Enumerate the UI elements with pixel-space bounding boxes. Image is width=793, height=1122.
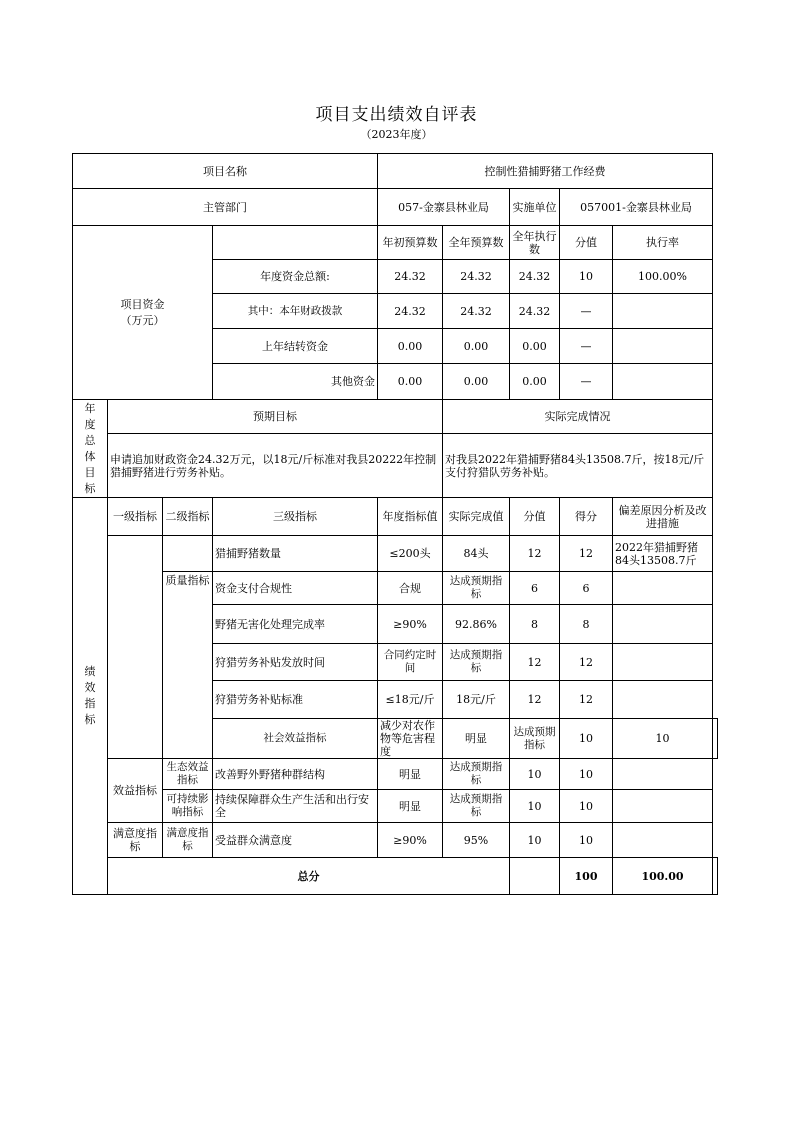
total-label: 总分 [108, 858, 510, 895]
ind-level2-quality [163, 572, 213, 759]
funds-exec: 24.32 [510, 294, 560, 329]
funds-header-score-value: 分值 [560, 226, 613, 260]
ind-target: ≥90% [378, 605, 443, 644]
ind-name: 狩猎劳务补贴发放时间 [213, 644, 378, 681]
funds-score-value: — [560, 329, 613, 364]
ind-actual: 达成预期指标 [443, 790, 510, 823]
ind-score: 10 [560, 790, 613, 823]
ind-target: ≤200头 [378, 536, 443, 572]
dept-label: 主管部门 [73, 189, 378, 226]
ind-name: 持续保障群众生产生活和出行安全 [213, 790, 378, 823]
ind-header-target: 年度指标值 [378, 498, 443, 536]
ind-note [613, 572, 713, 605]
ind-level2-sustain: 可持续影响指标 [163, 790, 213, 823]
ind-name: 受益群众满意度 [213, 823, 378, 858]
ind-value: 10 [510, 790, 560, 823]
ind-value: 12 [510, 681, 560, 719]
ind-value: 10 [510, 823, 560, 858]
funds-init: 0.00 [378, 364, 443, 400]
ind-name: 减少对农作物等危害程度 [378, 719, 443, 759]
ind-value: 10 [510, 759, 560, 790]
funds-full: 0.00 [443, 329, 510, 364]
ind-header-level2: 二级指标 [163, 498, 213, 536]
funds-header-rate: 执行率 [613, 226, 713, 260]
unit-label: 实施单位 [510, 189, 560, 226]
unit-value: 057001-金寨县林业局 [560, 189, 713, 226]
funds-header-full: 全年预算数 [443, 226, 510, 260]
total-blank [510, 858, 560, 895]
ind-score: 8 [560, 605, 613, 644]
ind-target: ≤18元/斤 [378, 681, 443, 719]
funds-row-label: 其中：本年财政拨款 [213, 294, 378, 329]
self-evaluation-table [72, 153, 718, 895]
ind-score: 6 [560, 572, 613, 605]
funds-row-label: 上年结转资金 [213, 329, 378, 364]
project-name-label: 项目名称 [73, 154, 378, 189]
ind-name: 野猪无害化处理完成率 [213, 605, 378, 644]
goals-actual-text: 对我县2022年猎捕野猪84头13508.7斤，按18元/斤支付狩猎队劳务补贴。 [443, 434, 713, 498]
funds-score-value: — [560, 364, 613, 400]
funds-exec: 24.32 [510, 260, 560, 294]
total-score: 100.00 [613, 858, 713, 895]
funds-score-value: 10 [560, 260, 613, 294]
funds-header-exec: 全年执行数 [510, 226, 560, 260]
ind-value: 12 [510, 536, 560, 572]
ind-level2-quality-text: 质量指标 [165, 574, 210, 587]
ind-header-level3: 三级指标 [213, 498, 378, 536]
ind-target: 明显 [443, 719, 510, 759]
goals-expected-text: 申请追加财政资金24.32万元，以18元/斤标准对我县20222年控制猎捕野猪进行劳务补贴。 [108, 434, 443, 498]
funds-full: 24.32 [443, 294, 510, 329]
total-value: 100 [560, 858, 613, 895]
ind-actual: 18元/斤 [443, 681, 510, 719]
ind-actual: 84头 [443, 536, 510, 572]
funds-row-label: 其他资金 [213, 364, 378, 400]
funds-exec: 0.00 [510, 364, 560, 400]
ind-name: 资金支付合规性 [213, 572, 378, 605]
funds-score-value: — [560, 294, 613, 329]
funds-rate [613, 329, 713, 364]
funds-full: 0.00 [443, 364, 510, 400]
ind-level2-eco: 生态效益指标 [163, 759, 213, 790]
funds-header-blank [213, 226, 378, 260]
ind-target: 合同约定时间 [378, 644, 443, 681]
ind-score: 10 [560, 759, 613, 790]
funds-header-init: 年初预算数 [378, 226, 443, 260]
ind-actual: 达成预期指标 [443, 644, 510, 681]
ind-name: 改善野外野猪种群结构 [213, 759, 378, 790]
project-name-value: 控制性猎捕野猪工作经费 [378, 154, 713, 189]
funds-rate: 100.00% [613, 260, 713, 294]
goals-label [73, 400, 108, 498]
indicators-label [73, 498, 108, 895]
ind-note [613, 644, 713, 681]
ind-note [613, 681, 713, 719]
ind-level2-satisfaction: 满意度指标 [163, 823, 213, 858]
funds-init: 24.32 [378, 260, 443, 294]
ind-note [613, 605, 713, 644]
ind-target: 明显 [378, 790, 443, 823]
total-note [713, 858, 718, 895]
ind-actual: 95% [443, 823, 510, 858]
funds-label-text: 项目资金（万元） [120, 297, 165, 327]
ind-name: 猎捕野猪数量 [213, 536, 378, 572]
indicators-label-text: 绩效指标 [84, 665, 96, 726]
ind-header-note: 偏差原因分析及改进措施 [613, 498, 713, 536]
ind-value: 6 [510, 572, 560, 605]
ind-level1-benefit: 效益指标 [108, 759, 163, 823]
ind-actual: 达成预期指标 [510, 719, 560, 759]
ind-level2-blank [163, 536, 213, 572]
ind-value: 8 [510, 605, 560, 644]
funds-rate [613, 294, 713, 329]
ind-header-level1: 一级指标 [108, 498, 163, 536]
ind-header-actual: 实际完成值 [443, 498, 510, 536]
ind-header-score: 得分 [560, 498, 613, 536]
page-title: 项目支出绩效自评表 [315, 105, 478, 125]
funds-label [73, 226, 213, 400]
ind-note [613, 759, 713, 790]
ind-actual: 达成预期指标 [443, 572, 510, 605]
ind-value: 10 [560, 719, 613, 759]
ind-target: 合规 [378, 572, 443, 605]
ind-score: 12 [560, 681, 613, 719]
goals-label-text: 年度总体目标 [84, 401, 96, 495]
ind-header-value: 分值 [510, 498, 560, 536]
goals-actual-header: 实际完成情况 [443, 400, 713, 434]
ind-note: 2022年猎捕野猪84头13508.7斤 [613, 536, 713, 572]
funds-init: 0.00 [378, 329, 443, 364]
ind-target: 明显 [378, 759, 443, 790]
funds-rate [613, 364, 713, 400]
ind-target: ≥90% [378, 823, 443, 858]
ind-score: 10 [560, 823, 613, 858]
ind-name: 狩猎劳务补贴标准 [213, 681, 378, 719]
ind-score: 12 [560, 536, 613, 572]
ind-score: 10 [613, 719, 713, 759]
ind-level2-social: 社会效益指标 [213, 719, 378, 759]
funds-row-label: 年度资金总额: [213, 260, 378, 294]
ind-actual: 92.86% [443, 605, 510, 644]
dept-value: 057-金寨县林业局 [378, 189, 510, 226]
funds-full: 24.32 [443, 260, 510, 294]
page-subtitle-year: （2023年度） [360, 128, 433, 141]
ind-score: 12 [560, 644, 613, 681]
funds-init: 24.32 [378, 294, 443, 329]
ind-note [613, 823, 713, 858]
goals-expected-header: 预期目标 [108, 400, 443, 434]
ind-note [613, 790, 713, 823]
ind-note [713, 719, 718, 759]
ind-actual: 达成预期指标 [443, 759, 510, 790]
ind-value: 12 [510, 644, 560, 681]
funds-exec: 0.00 [510, 329, 560, 364]
ind-level1-output [108, 536, 163, 759]
ind-level1-satisfaction: 满意度指标 [108, 823, 163, 858]
